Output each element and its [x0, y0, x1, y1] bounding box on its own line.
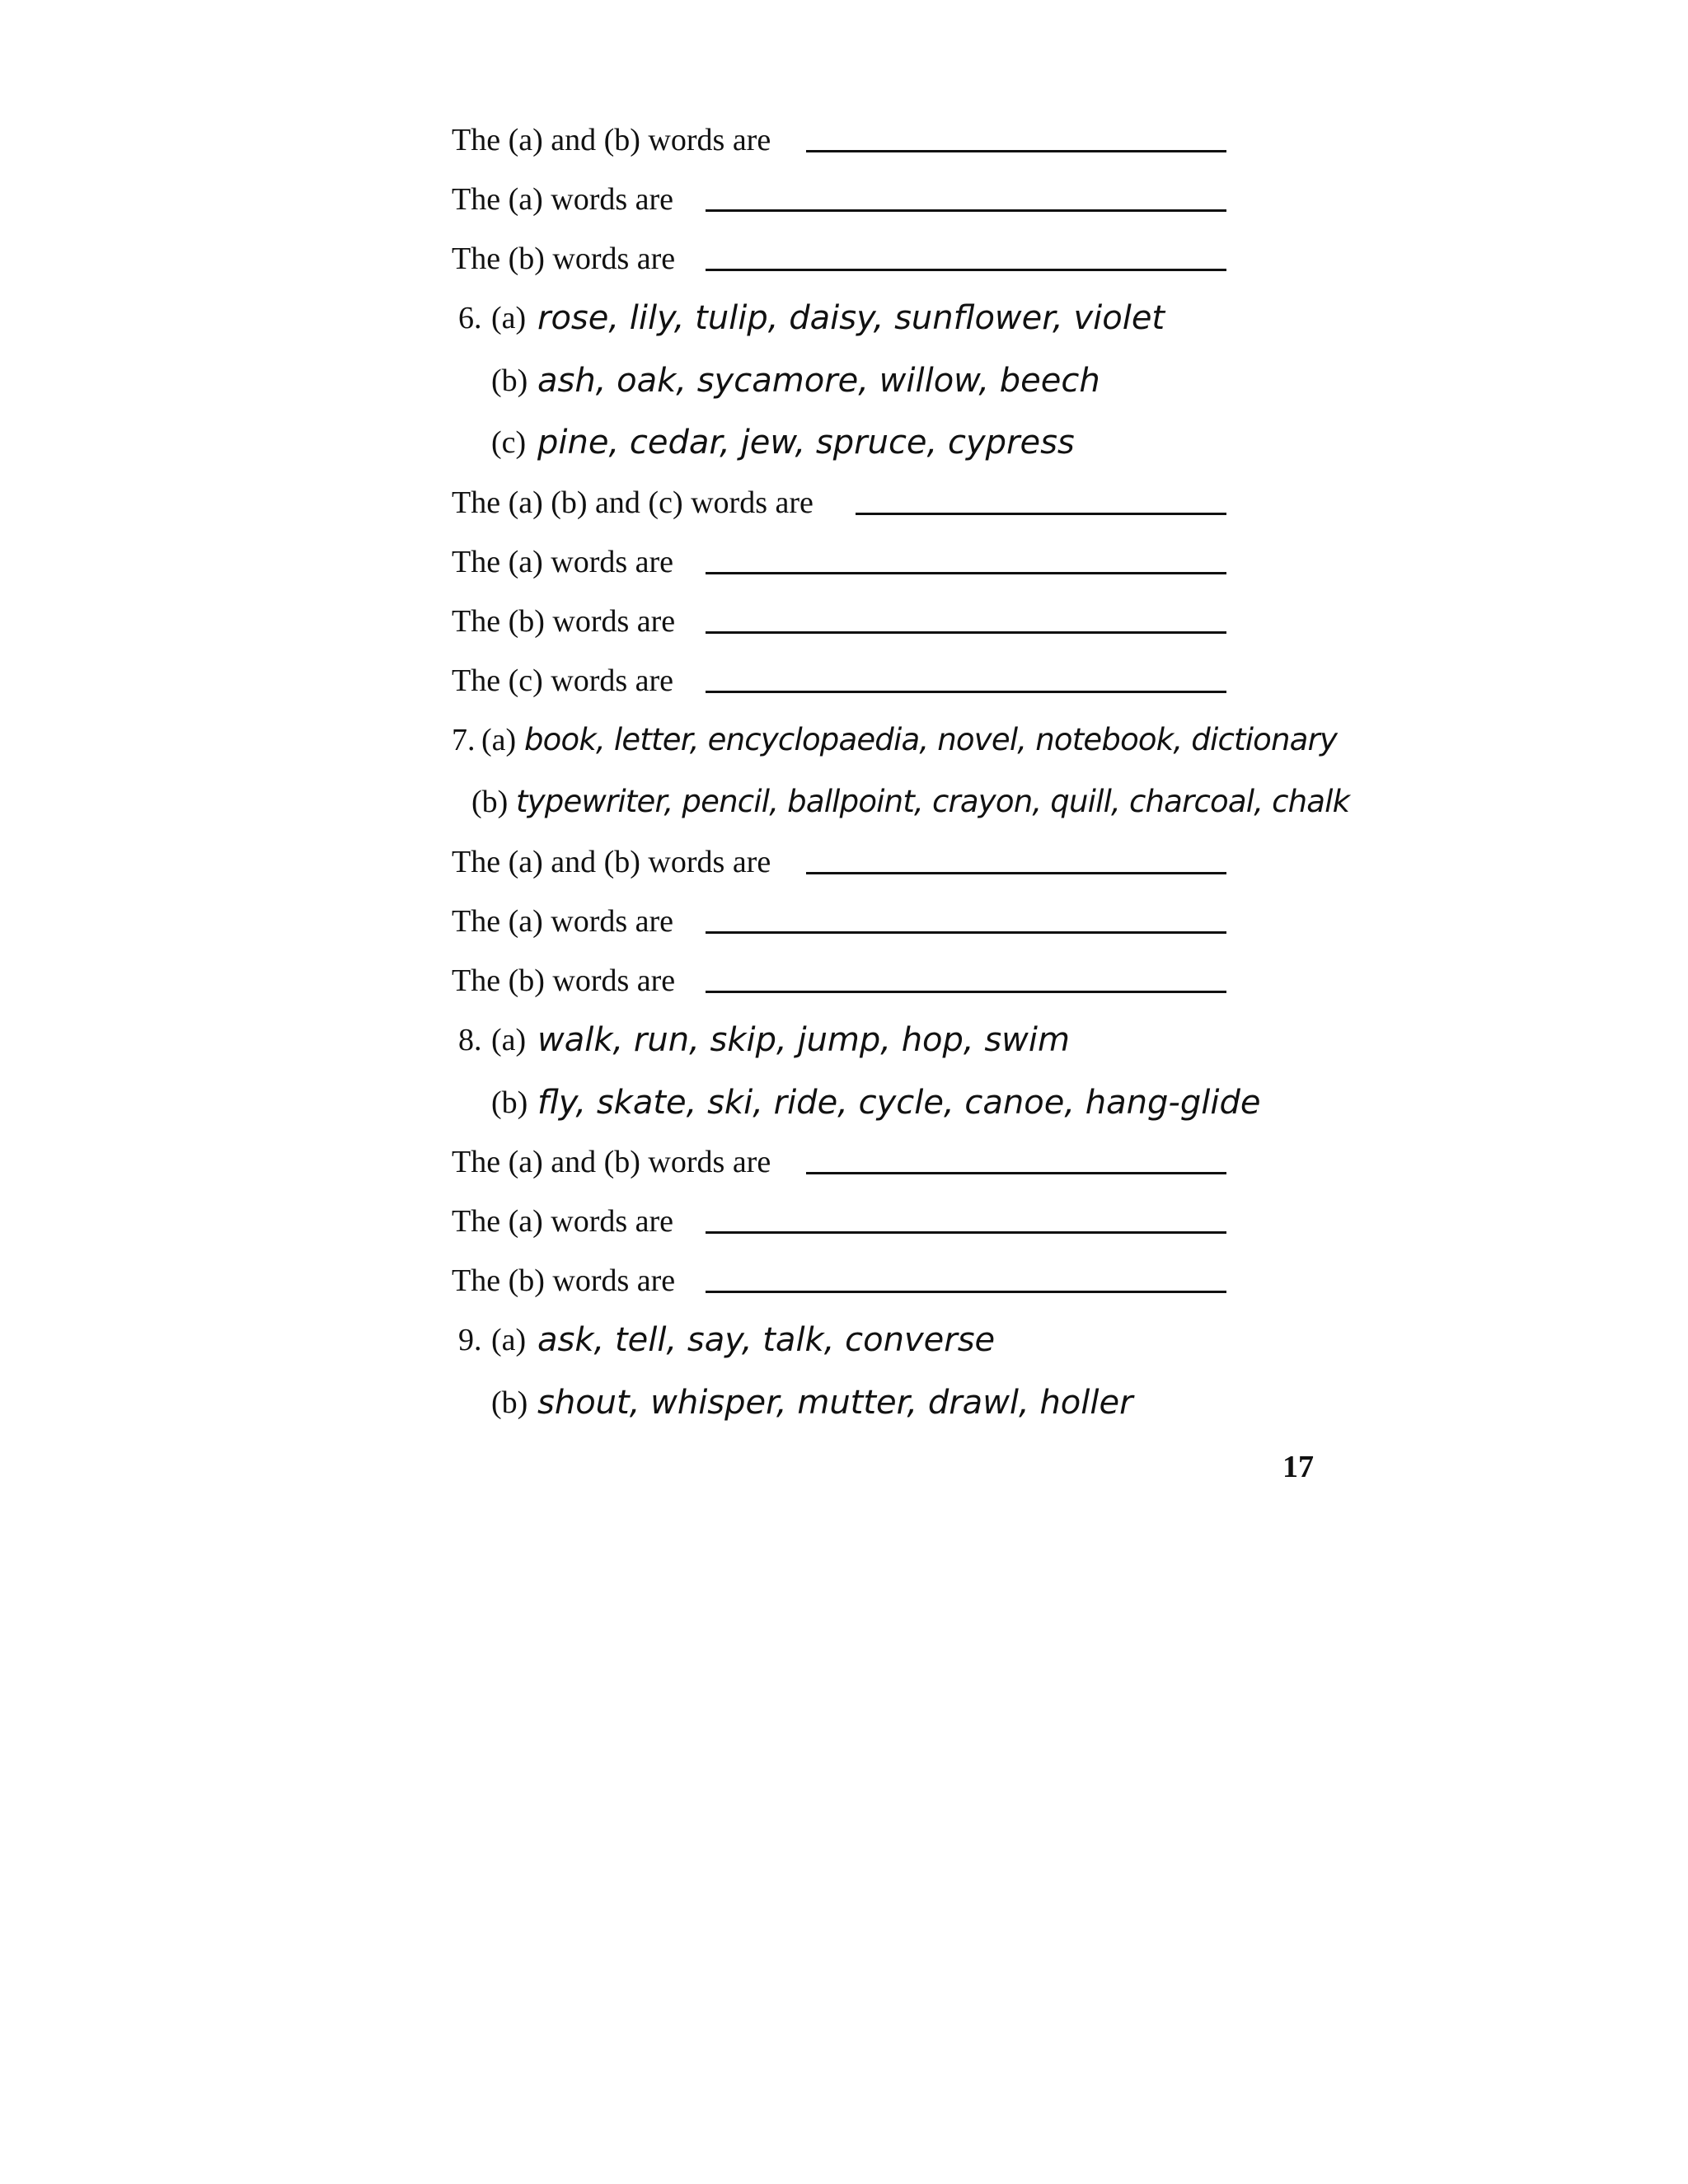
answer-label: The (c) words are	[452, 663, 674, 698]
answer-blank[interactable]	[706, 1291, 1226, 1293]
answer-line-a	[452, 1197, 1276, 1246]
word-list: typewriter, pencil, ballpoint, crayon, quill, charcoal, chalk	[516, 784, 1350, 819]
answer-blank[interactable]	[856, 513, 1226, 515]
answer-blank[interactable]	[706, 931, 1226, 934]
word-list: walk, run, skip, jump, hop, swim	[537, 1021, 1070, 1059]
question-8-b	[452, 1078, 1276, 1127]
answer-label: The (b) words are	[452, 604, 676, 639]
answer-blank[interactable]	[806, 872, 1226, 874]
question-6-a	[452, 293, 1276, 343]
word-list: fly, skate, ski, ride, cycle, canoe, hang-glide	[537, 1084, 1261, 1122]
word-list: pine, cedar, jew, spruce, cypress	[537, 424, 1075, 462]
question-6-b	[452, 356, 1276, 405]
word-list: book, letter, encyclopaedia, novel, notebook, dictionary	[524, 722, 1338, 757]
answer-line-a	[452, 537, 1276, 587]
word-list: rose, lily, tulip, daisy, sunflower, violet	[537, 299, 1165, 337]
item-tag: (a)	[491, 1023, 527, 1057]
answer-line-abc	[452, 478, 1276, 527]
answer-label: The (a) words are	[452, 182, 674, 217]
answer-line-b	[452, 956, 1276, 1005]
answer-label: The (a) words are	[452, 545, 674, 579]
item-tag: (a)	[481, 723, 517, 757]
answer-line-b	[452, 234, 1276, 284]
answer-line-ab	[452, 837, 1276, 887]
answer-blank[interactable]	[706, 631, 1226, 634]
item-tag: (b)	[491, 363, 528, 398]
answer-blank[interactable]	[706, 209, 1226, 212]
question-number: 9.	[458, 1323, 482, 1357]
answer-blank[interactable]	[806, 150, 1226, 152]
answer-line-c	[452, 656, 1276, 705]
answer-blank[interactable]	[706, 1231, 1226, 1234]
answer-label: The (a) words are	[452, 1204, 674, 1239]
item-tag: (b)	[491, 1085, 528, 1120]
item-tag: (a)	[491, 1323, 527, 1357]
question-7-a	[452, 715, 1338, 765]
question-number: 7.	[452, 723, 476, 757]
answer-label: The (a) and (b) words are	[452, 1145, 771, 1179]
answer-blank[interactable]	[706, 269, 1226, 271]
item-tag: (b)	[471, 785, 509, 819]
answer-label: The (a) and (b) words are	[452, 123, 771, 157]
question-6-c	[452, 418, 1276, 467]
item-tag: (b)	[491, 1385, 528, 1420]
item-tag: (a)	[491, 301, 527, 335]
word-list: ash, oak, sycamore, willow, beech	[537, 362, 1100, 400]
page-number: 17	[1282, 1450, 1314, 1484]
answer-line-a	[452, 175, 1276, 224]
question-number: 8.	[458, 1023, 482, 1057]
answer-label: The (b) words are	[452, 1263, 676, 1298]
question-number: 6.	[458, 301, 482, 335]
answer-label: The (a) and (b) words are	[452, 845, 771, 879]
answer-blank[interactable]	[706, 991, 1226, 993]
answer-line-b	[452, 597, 1276, 646]
answer-line-a	[452, 897, 1276, 946]
answer-line-ab	[452, 115, 1276, 165]
word-list: shout, whisper, mutter, drawl, holler	[537, 1384, 1133, 1422]
answer-blank[interactable]	[706, 691, 1226, 693]
answer-label: The (b) words are	[452, 241, 676, 276]
question-7-b	[452, 777, 1350, 827]
word-list: ask, tell, say, talk, converse	[537, 1321, 996, 1359]
answer-label: The (a) (b) and (c) words are	[452, 485, 814, 520]
question-9-b	[452, 1378, 1276, 1427]
answer-line-b	[452, 1256, 1276, 1305]
answer-label: The (a) words are	[452, 904, 674, 939]
answer-blank[interactable]	[806, 1172, 1226, 1174]
answer-label: The (b) words are	[452, 963, 676, 998]
item-tag: (c)	[491, 425, 527, 460]
question-9-a	[452, 1315, 1276, 1365]
answer-blank[interactable]	[706, 572, 1226, 574]
question-8-a	[452, 1015, 1276, 1065]
answer-line-ab	[452, 1137, 1276, 1187]
